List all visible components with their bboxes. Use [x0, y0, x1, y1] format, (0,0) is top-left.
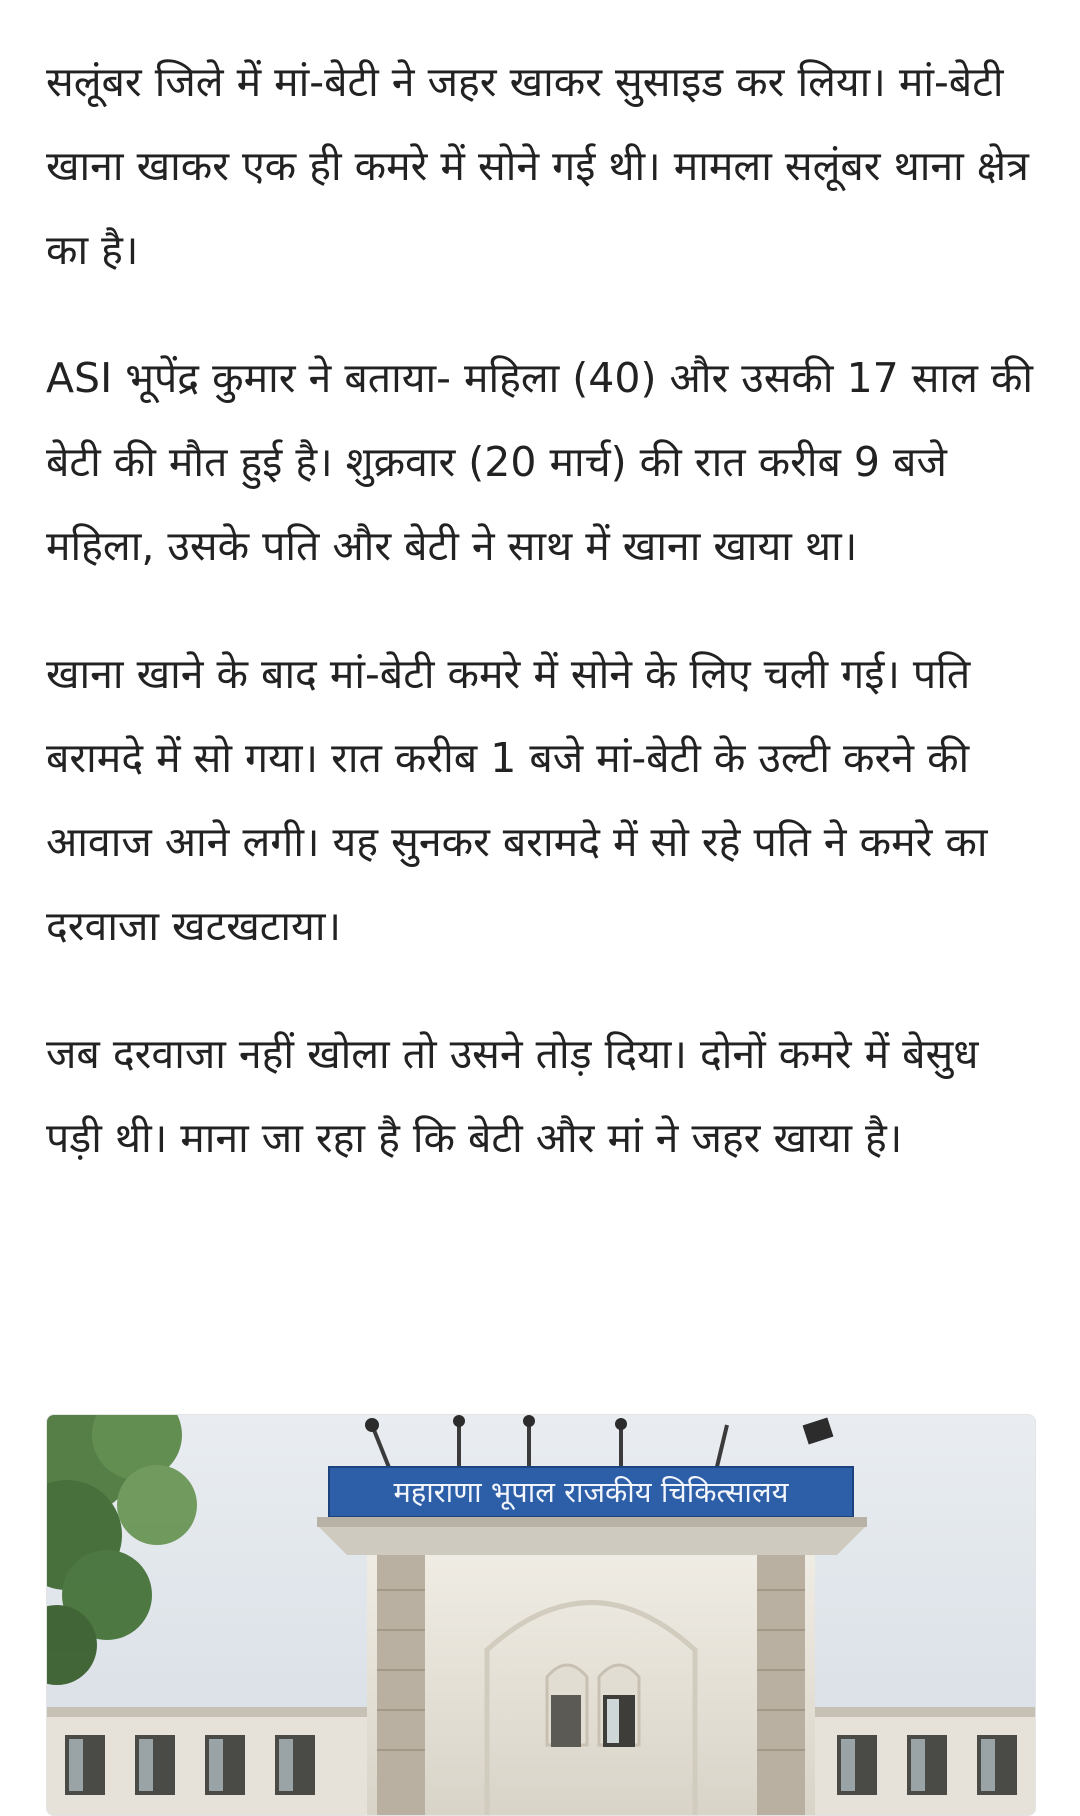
- hospital-sign-text: महाराणा भूपाल राजकीय चिकित्सालय: [393, 1475, 789, 1509]
- article-body: [46, 40, 1034, 1180]
- article-paragraph-1: सलूंबर जिले में मां-बेटी ने जहर खाकर सुसाइड कर लिया। मां-बेटी खाना खाकर एक ही कमरे में सोने गई थी। मामला सलूंबर थाना क्षेत्र का है।: [46, 58, 1029, 274]
- article-paragraph-4: जब दरवाजा नहीं खोला तो उसने तोड़ दिया। दोनों कमरे में बेसुध पड़ी थी। माना जा रहा है कि बेटी और मां ने जहर खाया है।: [46, 1030, 979, 1162]
- article-paragraph-2: ASI भूपेंद्र कुमार ने बताया- महिला (40) और उसकी 17 साल की बेटी की मौत हुई है। शुक्रवार (20 मार्च) की रात करीब 9 बजे महिला, उसके पति और बेटी ने साथ में खाना खाया था।: [46, 354, 1034, 570]
- hospital-building-photo: [47, 1415, 1035, 1815]
- article-paragraph-3: खाना खाने के बाद मां-बेटी कमरे में सोने के लिए चली गई। पति बरामदे में सो गया। रात करीब 1 बजे मां-बेटी के उल्टी करने की आवाज आने लगी। यह सुनकर बरामदे में सो रहे पति ने कमरे का दरवाजा खटखटाया।: [46, 650, 988, 950]
- article-photo[interactable]: [46, 1414, 1036, 1816]
